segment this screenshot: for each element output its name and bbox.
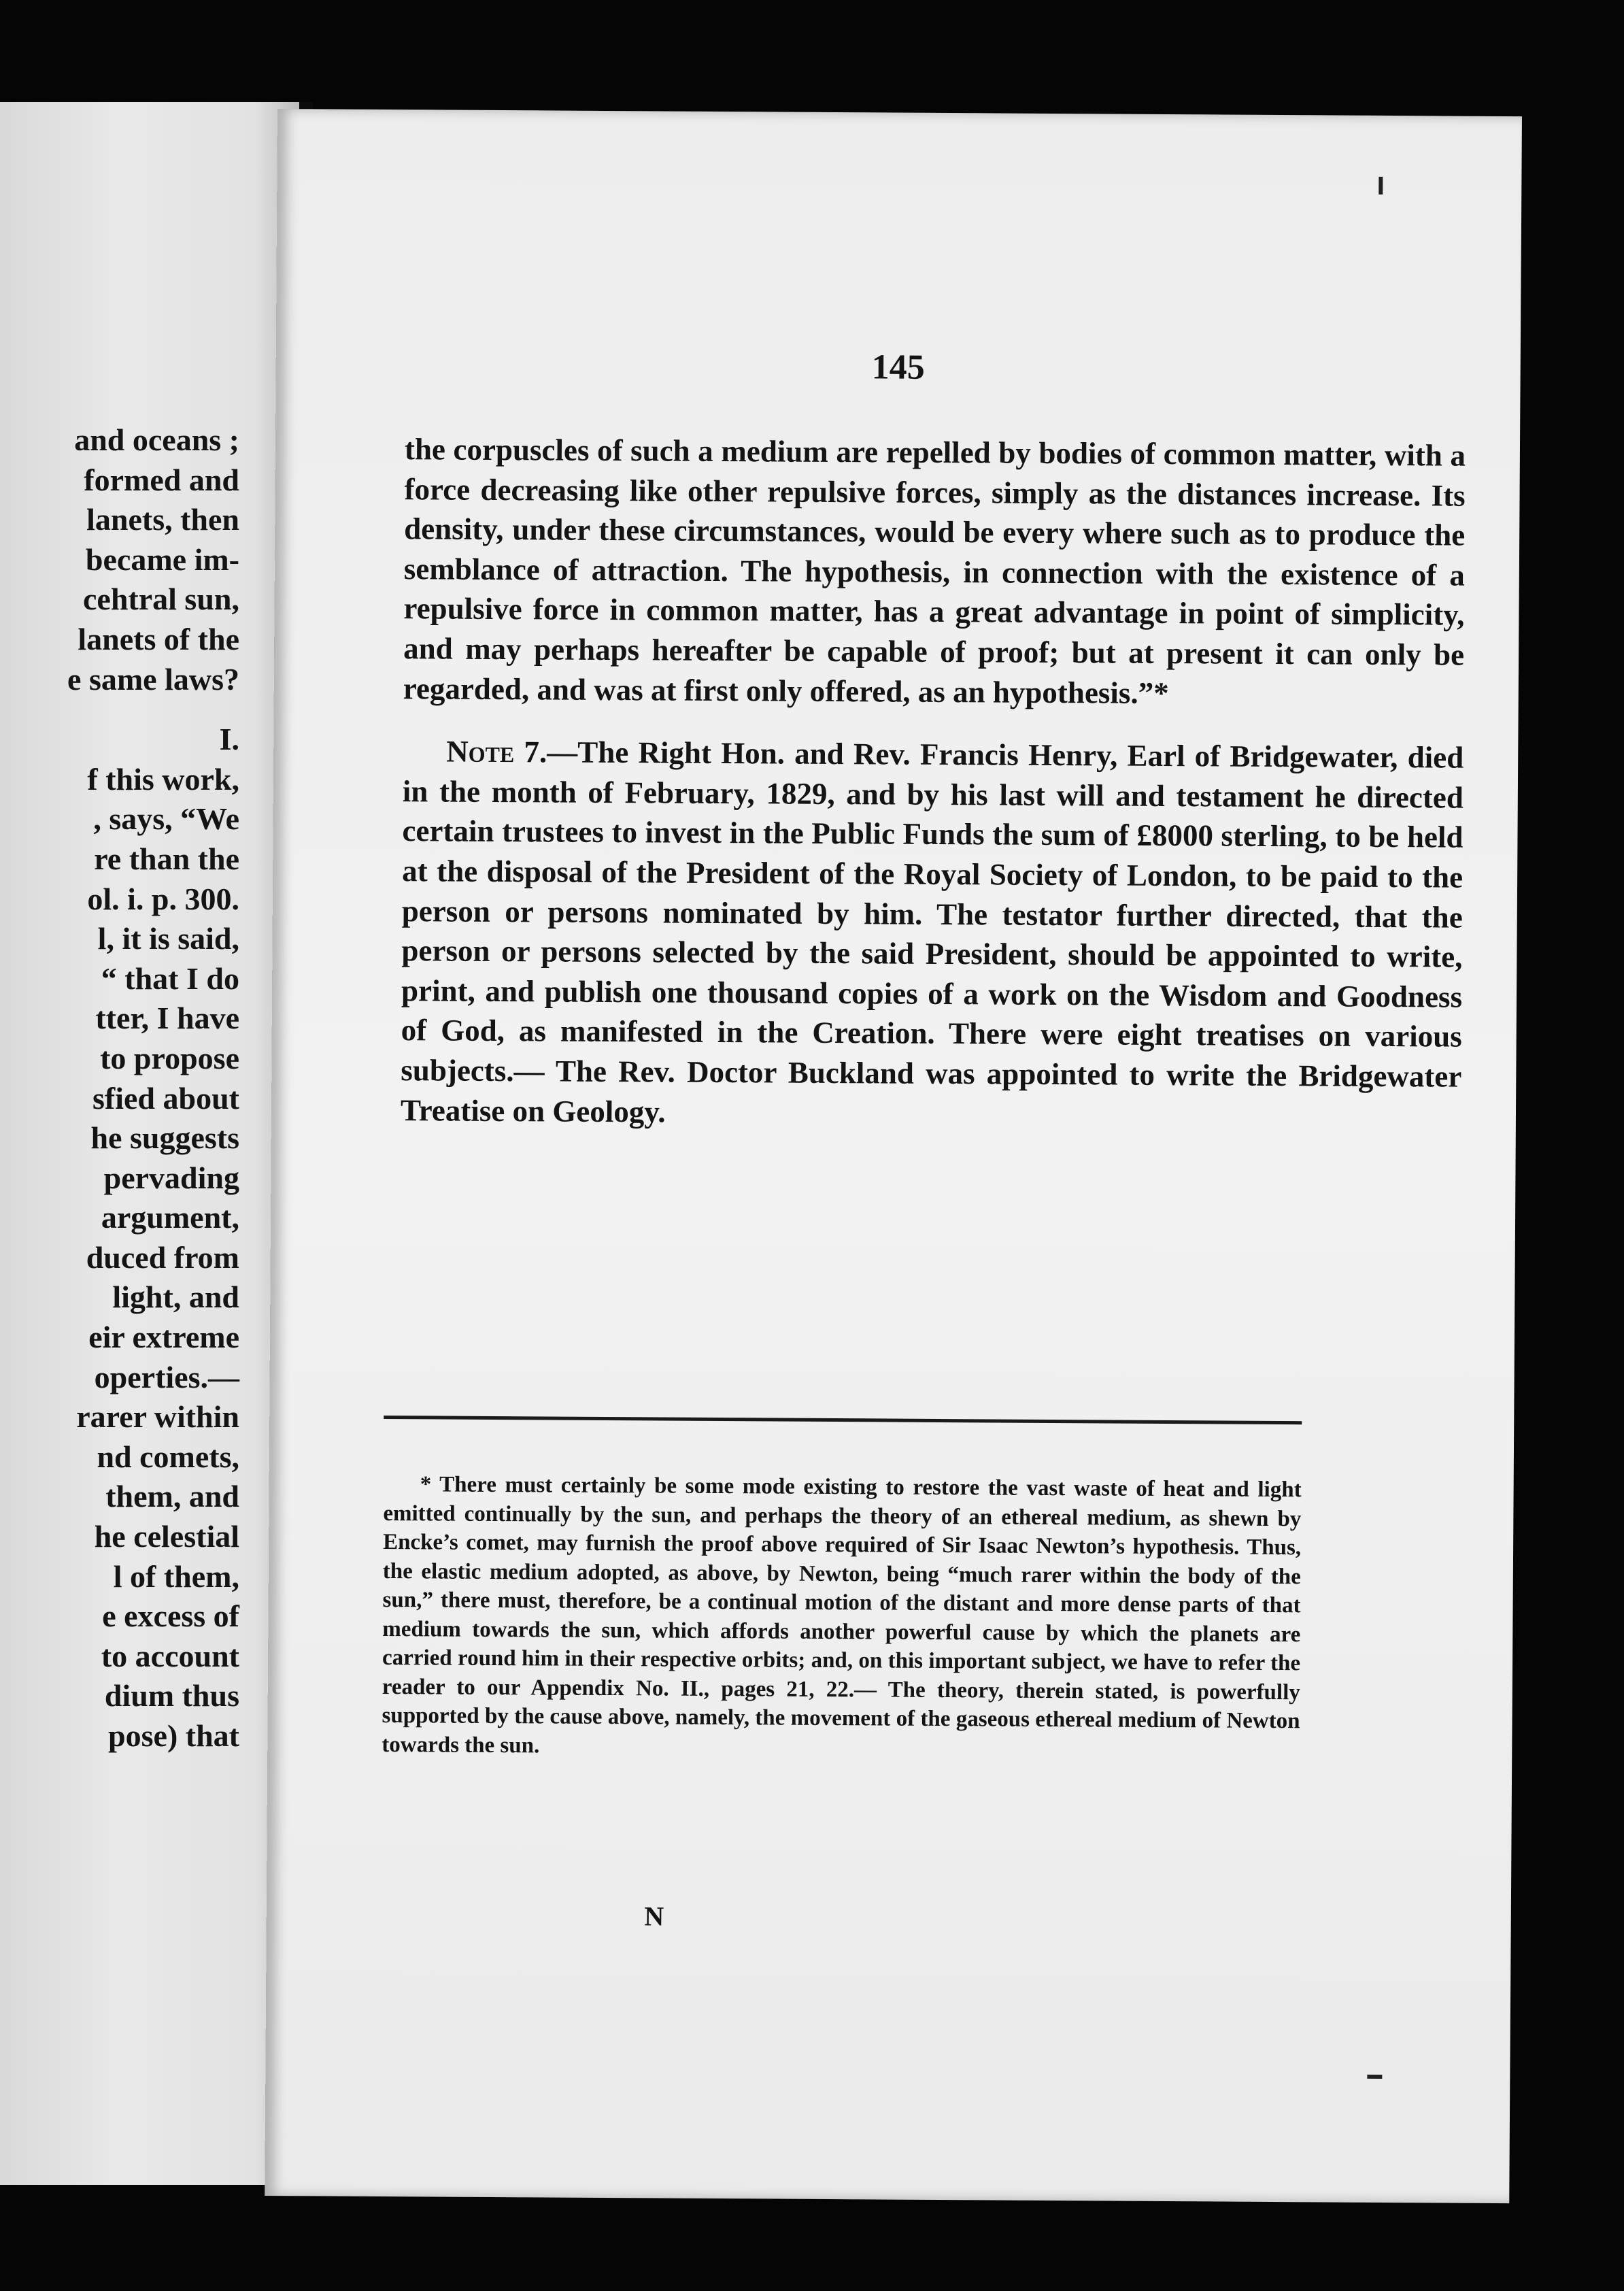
left-page-line: lanets, then <box>86 502 239 537</box>
footnote-rule <box>384 1416 1302 1424</box>
ink-speck <box>1367 2075 1382 2079</box>
left-page-text <box>0 420 239 1756</box>
left-page-line: e same laws? <box>67 661 239 697</box>
left-page-line: l of them, <box>113 1558 239 1594</box>
left-page-line: light, and <box>112 1280 239 1315</box>
left-page-line: I. <box>219 722 239 757</box>
left-page-line: pervading <box>103 1160 239 1195</box>
left-page-line: dium thus <box>104 1678 239 1713</box>
left-page-line: eir extreme <box>88 1320 239 1355</box>
left-page-line: to account <box>101 1638 239 1673</box>
left-page-line: duced from <box>86 1239 239 1275</box>
left-page-line: became im- <box>85 541 239 577</box>
left-page-line: f this work, <box>87 761 239 797</box>
left-page-line: lanets of the <box>78 621 239 656</box>
continuation-paragraph: the corpuscles of such a medium are repelled by bodies of common matter, with a force decreasing like other repulsive forces, simply as the distances increase. Its density, under these circumstances, would be every where such as to produce the semblance of attraction. The hypothesis, in connection with the existence of a repulsive force in common matter, has a great advantage in point of simplicity, and may perhaps hereafter be capable of proof; but at present it can only be regarded, and was at first only offered, as an hypothesis.”* <box>403 432 1466 710</box>
left-page-line: “ that I do <box>101 960 239 996</box>
left-page-line: , says, “We <box>93 801 239 837</box>
left-page-line: ol. i. p. 300. <box>87 881 239 916</box>
note-7-paragraph <box>401 731 1464 1136</box>
left-page-line <box>0 699 239 720</box>
right-page <box>265 109 1522 2203</box>
left-page-line: cehtral sun, <box>83 582 239 617</box>
left-page-line: e excess of <box>102 1599 239 1634</box>
left-page-line: them, and <box>105 1479 239 1514</box>
left-page-line: and oceans ; <box>74 422 239 457</box>
ink-speck <box>1378 177 1383 195</box>
left-page-line: rarer within <box>76 1399 239 1435</box>
left-page-line: argument, <box>101 1200 239 1235</box>
left-page-line: pose) that <box>108 1718 239 1753</box>
left-page-line: nd comets, <box>97 1439 239 1474</box>
left-page-line: he suggests <box>90 1120 239 1156</box>
left-page-line: l, it is said, <box>97 921 239 956</box>
left-page-line: tter, I have <box>95 1001 239 1036</box>
left-page <box>0 102 299 2185</box>
left-page-line: sfied about <box>92 1080 239 1116</box>
main-text <box>401 429 1466 1137</box>
page-number: 145 <box>871 348 925 387</box>
signature-mark: N <box>644 1901 664 1932</box>
left-page-line: to propose <box>100 1040 239 1075</box>
footnote <box>382 1470 1302 1765</box>
left-page-line: formed and <box>84 462 239 497</box>
left-page-line: operties.— <box>94 1359 239 1394</box>
note-label: Note 7. <box>446 734 547 769</box>
left-page-line: he celestial <box>94 1519 239 1554</box>
footnote-text: * There must certainly be some mode existing to restore the vast waste of heat and light emitted continually by the sun, and perhaps the theory of an ethereal medium, as shewn by Encke’s comet, may furnish the proof above required of Sir Isaac Newton’s hypothesis. Thus, the elastic medium adopted, as above, by Newton, being “much rarer within the body of the sun,” there must, therefore, be a continual motion of the distant and more dense parts of that medium towards the sun, which affords another powerful cause by which the planets are carried round him in their respective orbits; and, on this important subject, we have to refer the reader to our Appendix No. II., pages 21, 22.— The theory, therein stated, is powerfully supported by the cause above, namely, the movement of the gaseous ethereal medium of Newton towards the sun. <box>382 1472 1302 1758</box>
left-page-line: re than the <box>94 841 239 876</box>
note-7-text: —The Right Hon. and Rev. Francis Henry, Earl of Bridgewater, died in the month of February, 1829, and by his last will and testament he directed certain trustees to invest in the Public Funds the sum of £8000 sterling, to be held at the disposal of the President of the Royal Society of London, to be paid to the person or persons nominated by him. The testator further directed, that the person or persons selected by the said President, should be appointed to write, print, and publish one thousand copies of a work on the Wisdom and Goodness of God, as manifested in the Creation. There were eight treatises on various subjects.— The Rev. Doctor Buckland was appointed to write the Bridgewater Treatise on Geology. <box>400 735 1464 1129</box>
